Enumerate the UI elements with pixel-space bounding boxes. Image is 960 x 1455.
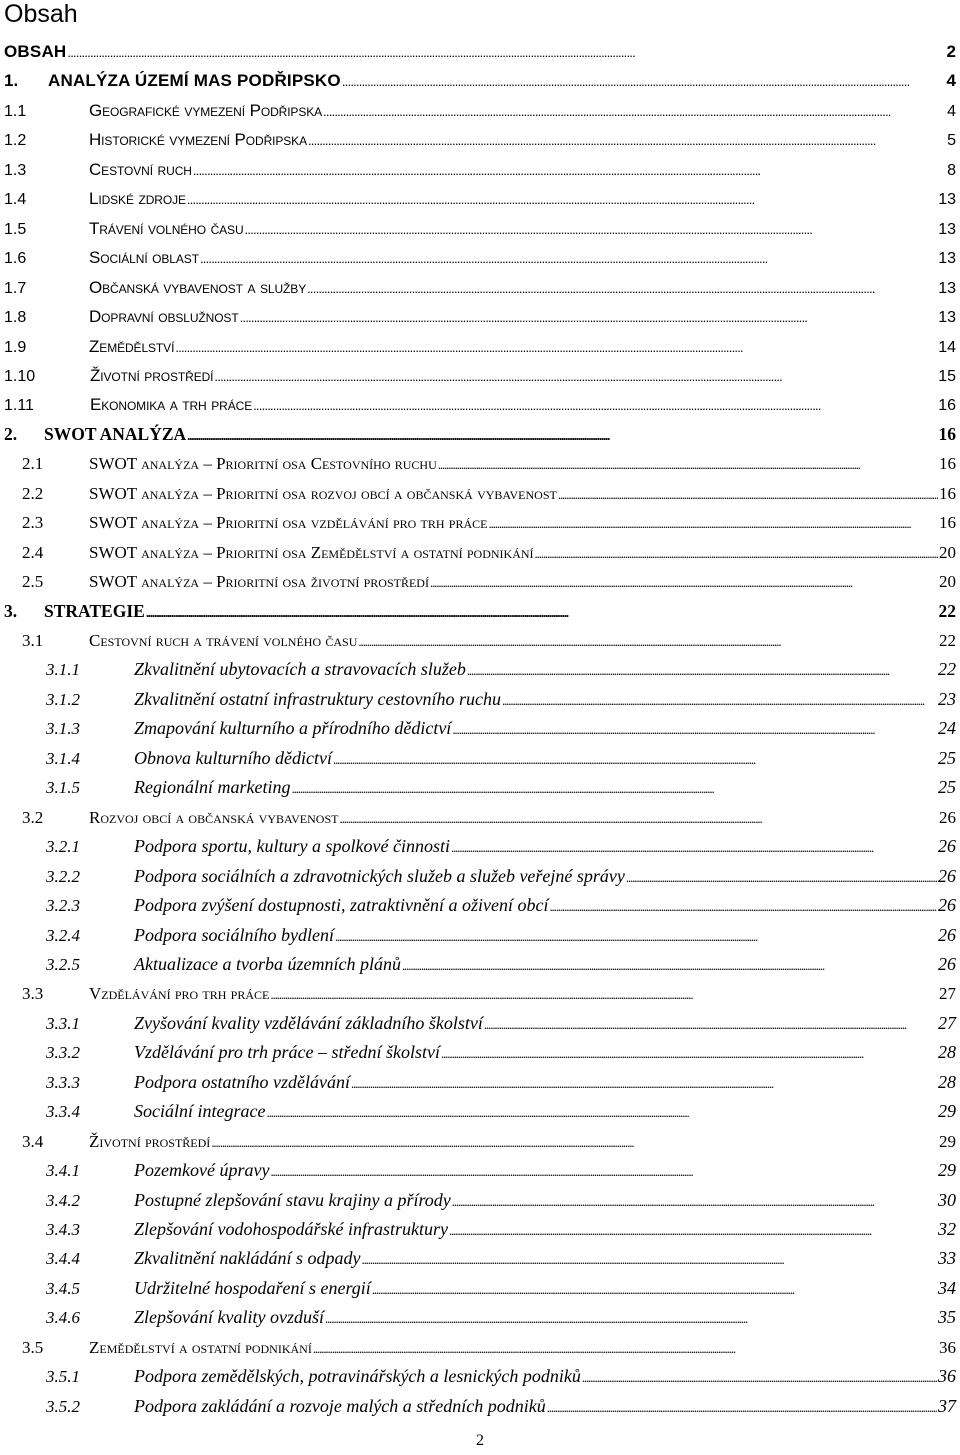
toc-entry-page: 13 bbox=[938, 279, 956, 297]
toc-entry-page: 13 bbox=[938, 250, 956, 268]
toc-dot-leader bbox=[358, 631, 938, 651]
toc-entry[interactable] bbox=[4, 445, 956, 474]
toc-entry-title: Postupné zlepšování stavu krajiny a přírody bbox=[134, 1189, 451, 1210]
toc-entry-number: 1.6 bbox=[4, 250, 27, 268]
toc-entry-number: 3.5.2 bbox=[46, 1396, 80, 1416]
toc-entry-number: 3.2 bbox=[22, 807, 44, 827]
toc-entry[interactable] bbox=[4, 357, 956, 386]
toc-entry-title: Životní prostředí bbox=[90, 365, 214, 385]
toc-entry-page: 16 bbox=[939, 454, 956, 474]
toc-entry-page: 26 bbox=[938, 865, 956, 886]
toc-entry[interactable] bbox=[4, 298, 956, 327]
toc-entry[interactable] bbox=[4, 33, 956, 62]
toc-entry-page: 26 bbox=[938, 836, 956, 857]
toc-entry[interactable] bbox=[4, 62, 956, 91]
toc-entry[interactable] bbox=[4, 504, 956, 533]
toc-entry-title: Sociální oblast bbox=[89, 248, 199, 268]
toc-entry-page: 25 bbox=[938, 777, 956, 798]
toc-dot-leader bbox=[547, 1396, 937, 1417]
toc-entry-page: 16 bbox=[939, 483, 956, 503]
toc-dot-leader bbox=[441, 1042, 937, 1063]
toc-entry-page: 8 bbox=[947, 161, 956, 179]
toc-dot-leader bbox=[270, 984, 938, 1004]
toc-entry-page: 26 bbox=[938, 895, 956, 916]
toc-entry-number: 1.4 bbox=[4, 191, 27, 209]
toc-dot-leader bbox=[266, 1101, 937, 1122]
toc-entry-page: 36 bbox=[939, 1337, 956, 1357]
toc-dot-leader bbox=[535, 543, 938, 563]
toc-entry-page: 4 bbox=[946, 71, 956, 91]
toc-entry-title: SWOT analýza – Prioritní osa vzdělávání pro trh práce bbox=[89, 513, 488, 533]
toc-entry[interactable] bbox=[4, 917, 956, 946]
toc-entry-page: 22 bbox=[939, 631, 956, 650]
toc-entry-number: 3.4.2 bbox=[46, 1190, 80, 1210]
toc-entry-page: 27 bbox=[939, 984, 956, 1004]
toc-entry[interactable] bbox=[4, 1211, 956, 1240]
toc-entry-page: 26 bbox=[938, 924, 956, 945]
toc-dot-leader bbox=[211, 1132, 938, 1152]
toc-entry-page: 33 bbox=[938, 1248, 956, 1269]
toc-entry-title: Pozemkové úpravy bbox=[134, 1160, 270, 1181]
toc-dot-leader bbox=[549, 895, 937, 916]
toc-entry-title: Aktualizace a tvorba územních plánů bbox=[134, 953, 401, 974]
toc-entry-page: 16 bbox=[938, 423, 956, 444]
toc-dot-leader bbox=[333, 748, 937, 769]
toc-entry[interactable] bbox=[4, 121, 956, 150]
toc-entry-number: 3.4.5 bbox=[46, 1278, 80, 1298]
toc-dot-leader bbox=[402, 954, 937, 975]
toc-entry-number: 3.5 bbox=[22, 1337, 44, 1357]
toc-entry-title: SWOT analýza – Prioritní osa Zemědělství a ostatní podnikání bbox=[89, 542, 534, 562]
toc-entry[interactable] bbox=[4, 92, 956, 121]
toc-entry-number: 2.1 bbox=[22, 454, 44, 474]
toc-entry-number: 3.3.4 bbox=[46, 1102, 80, 1122]
toc-entry-number: 3.2.3 bbox=[46, 896, 80, 916]
toc-entry[interactable] bbox=[4, 1182, 956, 1211]
toc-entry[interactable] bbox=[4, 151, 956, 180]
toc-entry-title: Podpora zakládání a rozvoje malých a středních podniků bbox=[134, 1395, 546, 1416]
toc-entry-title: SWOT analýza – Prioritní osa rozvoj obcí a občanská vybavenost bbox=[89, 483, 557, 503]
toc-entry-number: 3.3.3 bbox=[46, 1072, 80, 1092]
toc-entry-page: 29 bbox=[938, 1160, 956, 1181]
toc-dot-leader bbox=[214, 368, 937, 386]
toc-entry-title: SWOT ANALÝZA bbox=[44, 423, 187, 444]
toc-entry[interactable] bbox=[4, 1093, 956, 1122]
toc-dot-leader bbox=[502, 689, 937, 710]
toc-entry-number: 3.4 bbox=[22, 1131, 44, 1151]
toc-dot-leader bbox=[438, 454, 938, 474]
toc-dot-leader bbox=[146, 601, 938, 622]
toc-dot-leader bbox=[339, 808, 938, 828]
toc-entry[interactable] bbox=[4, 386, 956, 415]
toc-entry-number: 3.1.1 bbox=[46, 660, 80, 680]
toc-entry-page: 4 bbox=[947, 102, 956, 120]
toc-entry-page: 14 bbox=[938, 338, 956, 356]
toc-dot-leader bbox=[361, 1248, 937, 1269]
toc-entry-title: SWOT analýza – Prioritní osa životní prostředí bbox=[89, 572, 429, 592]
toc-entry-title: Zkvalitnění nakládání s odpady bbox=[134, 1248, 361, 1269]
toc-entry-title: Rozvoj obcí a občanská vybavenost bbox=[89, 807, 339, 827]
toc-entry-page: 13 bbox=[938, 191, 956, 209]
toc-entry-page: 2 bbox=[946, 42, 956, 61]
toc-entry-title: Zmapování kulturního a přírodního dědictví bbox=[134, 718, 452, 739]
toc-entry-number: 3.4.6 bbox=[46, 1308, 80, 1328]
toc-entry-title: Cestovní ruch bbox=[89, 159, 192, 179]
toc-entry-title: Podpora sociálních a zdravotnických služeb a služeb veřejné správy bbox=[134, 865, 625, 886]
toc-entry-number: 3.2.5 bbox=[46, 954, 80, 974]
toc-entry-page: 37 bbox=[938, 1395, 956, 1416]
toc-entry-page: 15 bbox=[938, 367, 956, 385]
toc-entry[interactable] bbox=[4, 710, 956, 739]
toc-entry-title: Podpora ostatního vzdělávání bbox=[134, 1071, 350, 1092]
toc-entry-title: Podpora sportu, kultury a spolkové činnosti bbox=[134, 836, 450, 857]
toc-entry[interactable] bbox=[4, 1388, 956, 1417]
toc-entry-number: 3.1 bbox=[22, 631, 44, 650]
toc-entry-title: Zemědělství bbox=[89, 336, 175, 356]
toc-entry[interactable] bbox=[4, 1240, 956, 1269]
toc-dot-leader bbox=[187, 191, 937, 209]
toc-entry-page: 27 bbox=[938, 1012, 956, 1033]
toc-dot-leader bbox=[449, 1219, 937, 1240]
toc-entry-number: 3.1.5 bbox=[46, 778, 80, 798]
toc-entry-title: Zkvalitnění ostatní infrastruktury cestovního ruchu bbox=[134, 688, 501, 709]
toc-entry-number: 1.10 bbox=[4, 367, 36, 385]
toc-dot-leader bbox=[323, 103, 946, 121]
toc-entry-title: Cestovní ruch a trávení volného času bbox=[89, 631, 358, 650]
toc-entry-title: Historické vymezení Podřipska bbox=[89, 130, 307, 150]
toc-entry-page: 20 bbox=[939, 542, 956, 562]
toc-dot-leader bbox=[342, 71, 946, 91]
toc-entry-title: Ekonomika a trh práce bbox=[90, 395, 253, 415]
toc-entry-title: Zkvalitnění ubytovacích a stravovacích služeb bbox=[134, 659, 466, 680]
toc-entry-title: OBSAH bbox=[4, 42, 67, 61]
toc-entry-number: 3.2.1 bbox=[46, 837, 80, 857]
toc-entry-number: 3.3.1 bbox=[46, 1013, 80, 1033]
toc-entry[interactable] bbox=[4, 475, 956, 504]
toc-entry-number: 2.4 bbox=[22, 542, 44, 562]
toc-dot-leader bbox=[175, 339, 937, 357]
toc-entry[interactable] bbox=[4, 769, 956, 798]
toc-entry-number: 2.5 bbox=[22, 572, 44, 592]
toc-dot-leader bbox=[313, 1338, 938, 1358]
toc-entry-page: 5 bbox=[947, 132, 956, 150]
toc-entry-number: 1.1 bbox=[4, 102, 27, 120]
toc-dot-leader bbox=[187, 424, 937, 445]
toc-entry[interactable] bbox=[4, 328, 956, 357]
toc-entry-number: 1.8 bbox=[4, 309, 27, 327]
toc-entry-title: Vzdělávání pro trh práce – střední školství bbox=[134, 1042, 440, 1063]
toc-entry-title: Podpora zvýšení dostupnosti, zatraktivnění a oživení obcí bbox=[134, 895, 549, 916]
toc-entry-page: 32 bbox=[938, 1219, 956, 1239]
toc-dot-leader bbox=[325, 1307, 937, 1328]
toc-entry-title: ANALÝZA ÚZEMÍ MAS PODŘIPSKO bbox=[48, 71, 341, 91]
toc-dot-leader bbox=[335, 925, 937, 946]
toc-entry-title: Sociální integrace bbox=[134, 1101, 266, 1122]
toc-entry-title: Obnova kulturního dědictví bbox=[134, 747, 332, 768]
toc-dot-leader bbox=[451, 836, 937, 857]
toc-dot-leader bbox=[253, 397, 937, 415]
toc-dot-leader bbox=[351, 1072, 937, 1093]
toc-dot-leader bbox=[270, 1160, 937, 1181]
toc-entry-title: Podpora sociálního bydlení bbox=[134, 924, 334, 945]
toc-dot-leader bbox=[452, 718, 937, 739]
toc-entry-title: STRATEGIE bbox=[44, 600, 145, 621]
toc-entry-number: 1.2 bbox=[4, 132, 27, 150]
toc-entry-title: SWOT analýza – Prioritní osa Cestovního ruchu bbox=[89, 454, 437, 474]
toc-dot-leader bbox=[582, 1366, 937, 1387]
toc-entry-title: Podpora zemědělských, potravinářských a lesnických podniků bbox=[134, 1366, 581, 1387]
toc-dot-leader bbox=[291, 777, 937, 798]
toc-entry[interactable] bbox=[4, 1123, 956, 1152]
toc-entry-number: 3.4.1 bbox=[46, 1161, 80, 1181]
toc-entry-number: 1.3 bbox=[4, 161, 27, 179]
toc-entry-page: 24 bbox=[938, 718, 956, 739]
toc-entry[interactable] bbox=[4, 1152, 956, 1181]
toc-entry-number: 2. bbox=[4, 423, 18, 444]
toc-entry-page: 36 bbox=[938, 1366, 956, 1387]
toc-dot-leader bbox=[430, 572, 938, 592]
toc-entry-title: Dopravní obslužnost bbox=[89, 307, 239, 327]
toc-entry-number: 3.5.1 bbox=[46, 1367, 80, 1387]
toc-entry-page: 29 bbox=[939, 1131, 956, 1151]
toc-entry-number: 1. bbox=[4, 71, 19, 91]
toc-entry[interactable] bbox=[4, 651, 956, 680]
toc-entry-page: 26 bbox=[939, 807, 956, 827]
toc-entry-page: 13 bbox=[938, 309, 956, 327]
toc-entry-number: 1.11 bbox=[4, 397, 34, 415]
toc-entry[interactable] bbox=[4, 946, 956, 975]
toc-entry-number: 2.2 bbox=[22, 483, 44, 503]
toc-entry[interactable] bbox=[4, 681, 956, 710]
toc-entry-title: Zemědělství a ostatní podnikání bbox=[89, 1337, 312, 1357]
toc-dot-leader bbox=[67, 42, 945, 62]
toc-entry[interactable] bbox=[4, 858, 956, 887]
toc-entry[interactable] bbox=[4, 180, 956, 209]
toc-entry-title: Občanská vybavenost a služby bbox=[89, 277, 307, 297]
toc-entry-page: 35 bbox=[938, 1307, 956, 1328]
toc-entry[interactable] bbox=[4, 1064, 956, 1093]
toc-entry-page: 30 bbox=[938, 1189, 956, 1210]
page-title: Obsah bbox=[4, 0, 78, 28]
toc-entry[interactable] bbox=[4, 239, 956, 268]
toc-entry[interactable] bbox=[4, 593, 956, 622]
toc-entry[interactable] bbox=[4, 1034, 956, 1063]
toc-entry[interactable] bbox=[4, 210, 956, 239]
toc-entry[interactable] bbox=[4, 1358, 956, 1387]
page-number: 2 bbox=[476, 1432, 484, 1449]
toc-entry-page: 16 bbox=[938, 397, 956, 415]
toc-entry-number: 3.2.4 bbox=[46, 925, 80, 945]
toc-dot-leader bbox=[558, 484, 938, 504]
toc-entry[interactable] bbox=[4, 975, 956, 1004]
toc-entry-page: 28 bbox=[938, 1071, 956, 1092]
toc-entry-title: Vzdělávání pro trh práce bbox=[89, 984, 270, 1004]
toc-entry-number: 3.1.2 bbox=[46, 689, 80, 709]
toc-dot-leader bbox=[193, 162, 946, 180]
toc-entry-title: Regionální marketing bbox=[134, 777, 291, 798]
toc-dot-leader bbox=[240, 309, 938, 327]
toc-dot-leader bbox=[484, 1013, 937, 1034]
toc-entry[interactable] bbox=[4, 1005, 956, 1034]
toc-entry-number: 2.3 bbox=[22, 513, 44, 533]
toc-entry[interactable] bbox=[4, 799, 956, 828]
toc-entry-page: 25 bbox=[938, 747, 956, 768]
toc-entry-number: 3.4.4 bbox=[46, 1249, 80, 1269]
toc-entry-number: 1.7 bbox=[4, 279, 27, 297]
toc-dot-leader bbox=[245, 221, 938, 239]
toc-entry-number: 3.1.4 bbox=[46, 748, 80, 768]
toc-entry[interactable] bbox=[4, 563, 956, 592]
toc-entry[interactable] bbox=[4, 828, 956, 857]
toc-entry-page: 22 bbox=[938, 600, 956, 621]
toc-entry-title: Zvyšování kvality vzdělávání základního školství bbox=[134, 1012, 483, 1033]
toc-entry-number: 3.4.3 bbox=[46, 1220, 80, 1239]
toc-entry[interactable] bbox=[4, 622, 956, 651]
toc-entry-title: Zlepšování kvality ovzduší bbox=[134, 1307, 324, 1328]
toc-entry[interactable] bbox=[4, 1299, 956, 1328]
toc-dot-leader bbox=[626, 866, 937, 887]
toc-entry-number: 1.9 bbox=[4, 338, 27, 356]
toc-dot-leader bbox=[372, 1278, 937, 1299]
toc-entry-page: 28 bbox=[938, 1042, 956, 1063]
toc-dot-leader bbox=[200, 250, 937, 268]
toc-entry-page: 13 bbox=[938, 220, 956, 238]
toc-dot-leader bbox=[467, 659, 937, 680]
toc-dot-leader bbox=[452, 1190, 937, 1211]
toc-entry-title: Lidské zdroje bbox=[89, 189, 186, 209]
toc-dot-leader bbox=[488, 513, 938, 533]
toc-entry-title: Trávení volného času bbox=[89, 218, 244, 238]
toc-entry-number: 3.2.2 bbox=[46, 866, 80, 886]
toc-entry[interactable] bbox=[4, 887, 956, 916]
toc-entry-page: 23 bbox=[938, 688, 956, 709]
toc-entry[interactable] bbox=[4, 1270, 956, 1299]
toc-entry[interactable] bbox=[4, 416, 956, 445]
toc-entry-title: Zlepšování vodohospodářské infrastruktury bbox=[134, 1219, 448, 1239]
toc-entry-page: 20 bbox=[939, 572, 956, 592]
toc-entry-page: 16 bbox=[939, 513, 956, 533]
toc-entry-page: 29 bbox=[938, 1101, 956, 1122]
toc-entry-number: 3.3 bbox=[22, 984, 44, 1004]
toc-entry[interactable] bbox=[4, 740, 956, 769]
toc-entry-number: 3. bbox=[4, 600, 18, 621]
toc-entry-number: 1.5 bbox=[4, 220, 27, 238]
toc-entry[interactable] bbox=[4, 534, 956, 563]
toc-dot-leader bbox=[308, 132, 946, 150]
toc-entry[interactable] bbox=[4, 269, 956, 298]
toc-entry-number: 3.3.2 bbox=[46, 1043, 80, 1063]
toc-entry-title: Udržitelné hospodaření s energií bbox=[134, 1277, 371, 1298]
toc-entry-page: 26 bbox=[938, 953, 956, 974]
toc-dot-leader bbox=[307, 280, 937, 298]
toc-entry-page: 22 bbox=[938, 659, 956, 680]
toc-entry-title: Životní prostředí bbox=[89, 1131, 211, 1151]
toc-entry-number: 3.1.3 bbox=[46, 719, 80, 739]
toc-entry-title: Geografické vymezení Podřipska bbox=[89, 100, 323, 120]
toc-entry[interactable] bbox=[4, 1329, 956, 1358]
toc-entry-page: 34 bbox=[938, 1277, 956, 1298]
